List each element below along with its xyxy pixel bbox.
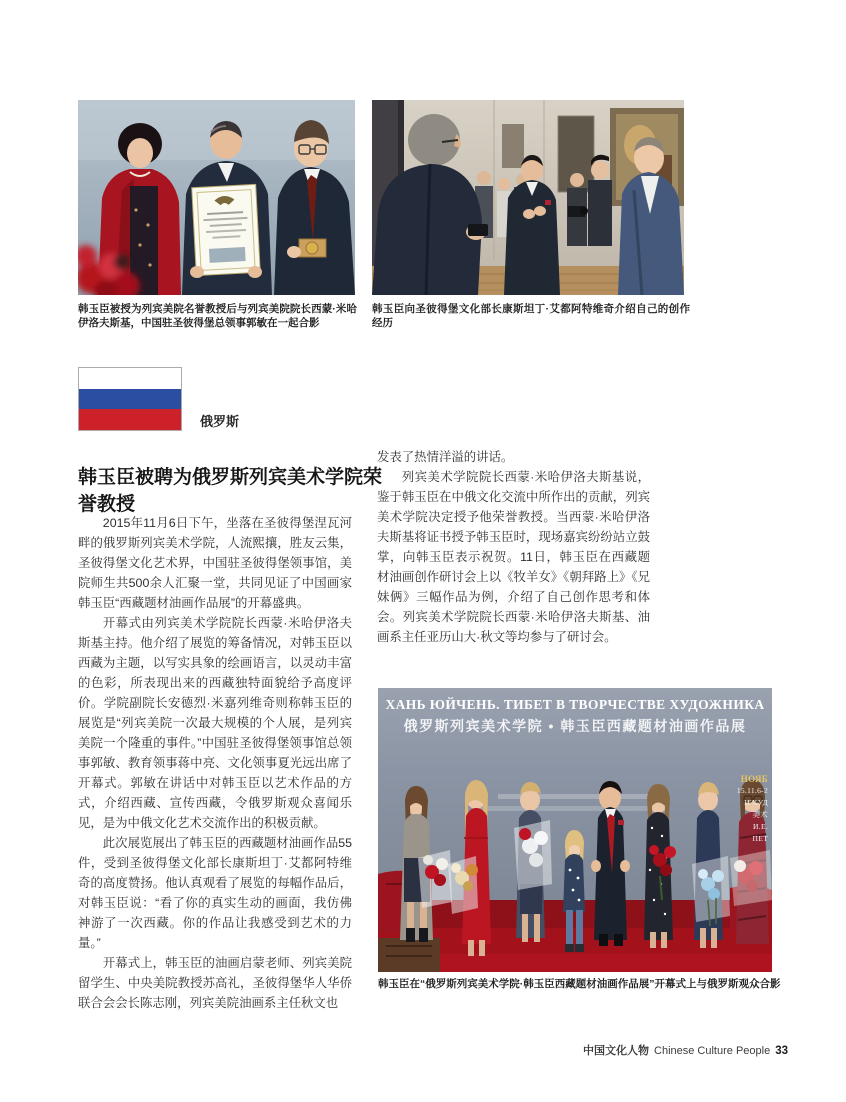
flag-stripe-white [79,368,181,389]
article-title: 韩玉臣被聘为俄罗斯列宾美术学院荣誉教授 [78,466,383,515]
page-footer [583,1042,788,1058]
paragraph-continuation: 发表了热情洋溢的讲话。 [377,450,514,464]
flag-stripe-blue [79,389,181,410]
photo-certificate-ceremony [78,100,355,295]
photo-gallery-introduction-art [372,100,684,295]
article-right-column [377,447,650,647]
caption-top-right-photo: 韩玉臣向圣彼得堡文化部长康斯坦丁·艾都阿特维奇介绍自己的创作经历 [372,303,690,329]
caption-top-left-photo: 韩玉臣被授为列宾美院名誉教授后与列宾美院院长西蒙·米哈伊洛夫斯基，中国驻圣彼得堡总领事郭敏在一起合影 [78,303,357,329]
banner-side-line: 美术 [752,810,768,819]
banner-side-line: 15.11.6-2 [736,786,768,795]
banner-side-line: ПЕТ [752,834,768,843]
flag-stripe-red [79,409,181,430]
article-left-column [78,513,352,1013]
paragraph: 开幕式上，韩玉臣的油画启蒙老师、列宾美院留学生、中央美院教授苏高礼，圣彼得堡华人华侨联合会会长陈志刚，列宾美院油画系主任秋文也 [78,956,352,1010]
paragraph: 此次展览展出了韩玉臣的西藏题材油画作品55件，受到圣彼得堡文化部长康斯坦丁·艾都阿特维奇的高度赞扬。他认真观看了展览的每幅作品后，对韩玉臣说：“看了你的真实生动的画面，我仿佛神游了一次西藏。你的作品让我感受到艺术的力量。” [78,836,353,950]
page-number: 33 [775,1045,788,1057]
footer-magazine-name-cn: 中国文化人物 [583,1045,650,1057]
banner-side-line: И.Е. [753,822,768,831]
banner-side-line: И ХУД [744,798,768,807]
country-label: 俄罗斯 [200,414,240,429]
banner-side-line: НОЯБ [740,774,768,784]
paragraph: 开幕式由列宾美术学院院长西蒙·米哈伊洛夫斯基主持。他介绍了展览的筹备情况，对韩玉臣以西藏为主题，以写实具象的绘画语言，以灵动丰富的色彩，所表现出来的西藏独特面貌给予高度评价。学院副院长安德烈·米嘉列维奇则称韩玉臣的展览是“列宾美院一次最大规模的个人展，是列宾美院一个隆重的事件。”中国驻圣彼得堡领事馆总领事郭敏、教育领事蒋中亮、文化领事夏光远出席了开幕式。郭敏在讲话中对韩玉臣以艺术作品的方式，介绍西藏、宣传西藏，令俄罗斯观众喜闻乐见，是为中俄文化艺术交流作出的积极贡献。 [78,616,352,830]
paragraph: 列宾美术学院院长西蒙·米哈伊洛夫斯基说，鉴于韩玉臣在中俄文化交流中所作出的贡献，列宾美术学院决定授予他荣誉教授。当西蒙·米哈伊洛夫斯基将证书授予韩玉臣时，现场嘉宾纷纷站立鼓掌，向韩玉臣表示祝贺。11日，韩玉臣在西藏题材油画创作研讨会上以《牧羊女》《朝拜路上》《兄妹俩》三幅作品为例，介绍了自己创作思考和体会。列宾美术学院院长西蒙·米哈伊洛夫斯基、油画系主任亚历山大·秋文等均参与了研讨会。 [377,470,650,644]
footer-magazine-name-en: Chinese Culture People [654,1045,771,1057]
banner-title-chinese: 俄罗斯列宾美术学院 • 韩玉臣西藏题材油画作品展 [403,718,747,734]
photo-certificate-ceremony-art [78,100,355,295]
banner-side-text [688,773,768,845]
banner-title-russian: ХАНЬ ЮЙЧЕНЬ. ТИБЕТ В ТВОРЧЕСТВЕ ХУДОЖНИКА [385,697,765,712]
photo-gallery-introduction [372,100,684,295]
caption-bottom-photo: 韩玉臣在“俄罗斯列宾美术学院·韩玉臣西藏题材油画作品展”开幕式上与俄罗斯观众合影 [378,978,781,990]
paragraph: 2015年11月6日下午，坐落在圣彼得堡涅瓦河畔的俄罗斯列宾美术学院，人流熙攘，胜友云集，圣彼得堡文化艺术界，中国驻圣彼得堡领事馆，美院师生共500余人汇聚一堂，共同见证了中国画家韩玉臣“西藏题材油画作品展”的开幕盛典。 [78,516,352,610]
russia-flag [78,367,182,431]
